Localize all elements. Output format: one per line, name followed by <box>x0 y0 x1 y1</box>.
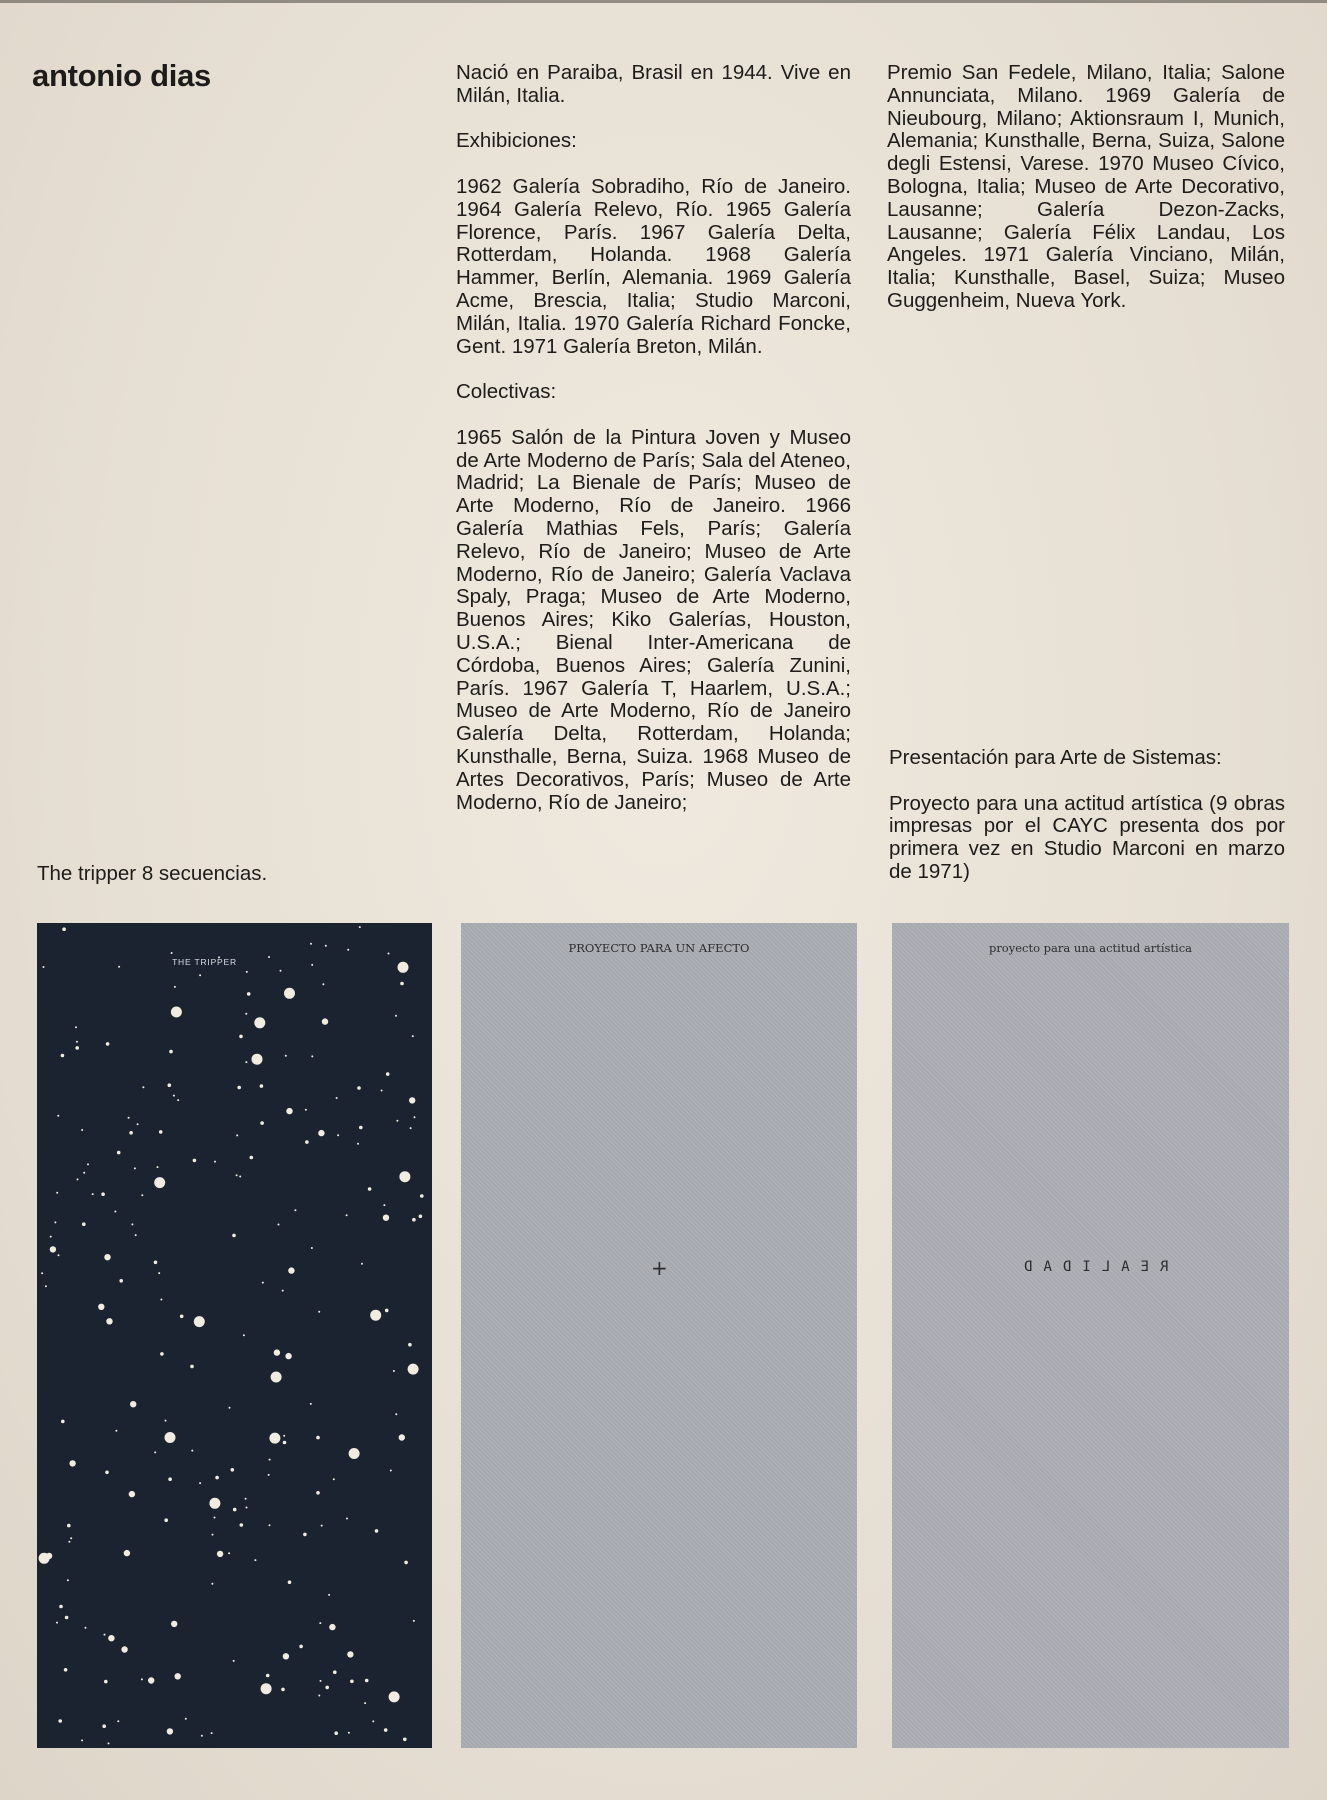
star <box>83 1172 85 1174</box>
star <box>260 1084 264 1088</box>
star <box>243 1334 245 1336</box>
star <box>104 1254 110 1260</box>
afecto-title: PROYECTO PARA UN AFECTO <box>568 941 750 955</box>
star <box>269 1433 280 1444</box>
star <box>160 1299 162 1301</box>
star <box>398 962 409 973</box>
star <box>381 1090 383 1092</box>
star <box>185 1718 187 1720</box>
star <box>240 1523 244 1527</box>
star <box>56 1622 58 1624</box>
star <box>357 1143 359 1145</box>
star <box>246 1507 248 1509</box>
star <box>239 1176 241 1178</box>
star <box>165 1432 176 1443</box>
star <box>61 1054 65 1058</box>
star <box>129 1491 135 1497</box>
star <box>410 1127 412 1129</box>
star <box>180 1315 184 1319</box>
star <box>58 1254 60 1256</box>
star <box>171 1621 177 1627</box>
star <box>245 1498 247 1500</box>
star <box>209 1498 220 1509</box>
star <box>115 1430 117 1432</box>
star <box>228 1552 230 1554</box>
star <box>375 1529 379 1533</box>
star <box>199 1482 201 1484</box>
star <box>412 1035 414 1037</box>
star <box>121 1646 127 1652</box>
star <box>311 1247 313 1249</box>
star <box>101 1192 105 1196</box>
star <box>325 945 327 947</box>
star <box>106 1042 110 1046</box>
star <box>282 1290 284 1292</box>
star <box>321 1525 323 1527</box>
star <box>212 1534 214 1536</box>
star <box>229 1407 231 1409</box>
star <box>69 1460 75 1466</box>
biography-column <box>456 62 851 814</box>
star <box>393 1370 395 1372</box>
star <box>81 1129 83 1131</box>
star <box>76 1041 78 1043</box>
star <box>283 1441 287 1445</box>
star <box>359 1126 363 1130</box>
star <box>350 1680 354 1684</box>
star <box>336 1097 338 1099</box>
star <box>286 1108 292 1114</box>
star <box>56 1192 58 1194</box>
star <box>239 1035 243 1039</box>
star <box>50 1246 56 1252</box>
star <box>68 1541 70 1543</box>
star <box>199 974 201 976</box>
star <box>404 1561 408 1565</box>
star <box>245 1013 247 1015</box>
star <box>328 1594 330 1596</box>
group-shows-continued-text: Premio San Fedele, Milano, Italia; Salone Annunciata, Milano. 1969 Galería de Nieubourg, Milano; Aktionsraum I, Munich, Alemania; Kunsthalle, Berna, Suiza, Salone degli Estensi, Varese. 1970 Museo Cívico, Bologna, Italia; Museo de Arte Decorativo, Lausanne; Galería Dezon-Zacks, Lausanne; Galería Félix Landau, Los Angeles. 1971 Galería Vinciano, Milán, Italia; Kunsthalle, Basel, Suiza; Museo Guggenheim, Nueva York. <box>887 61 1285 312</box>
star <box>333 1670 337 1674</box>
star <box>168 1083 172 1087</box>
presentation-block <box>889 747 1285 884</box>
star <box>58 1719 62 1723</box>
star <box>283 1653 289 1659</box>
star <box>403 1738 407 1742</box>
group-shows-continued-column <box>887 62 1285 313</box>
star <box>77 1178 79 1180</box>
star <box>154 1451 156 1453</box>
star <box>420 1194 424 1198</box>
star <box>159 1130 163 1134</box>
star <box>141 1678 143 1680</box>
star <box>250 1156 254 1160</box>
star <box>214 1161 216 1163</box>
star <box>320 1680 322 1682</box>
star <box>114 1211 116 1213</box>
star <box>396 1120 398 1122</box>
star <box>165 1420 167 1422</box>
star <box>129 1131 133 1135</box>
presentation-text: Proyecto para una actitud artística (9 obras impresas por el CAYC presenta dos por primera vez en Studio Marconi en marzo de 1971) <box>889 791 1285 883</box>
star <box>65 1616 69 1620</box>
star <box>134 1167 136 1169</box>
proyecto-afecto-panel <box>461 923 857 1748</box>
star <box>408 1364 419 1375</box>
star <box>310 943 312 945</box>
star <box>262 1282 264 1284</box>
star <box>365 1679 369 1683</box>
star <box>349 1448 360 1459</box>
star <box>70 1537 72 1539</box>
star <box>108 1635 114 1641</box>
star <box>310 1403 312 1405</box>
star <box>62 927 66 931</box>
star <box>160 1352 164 1356</box>
star <box>283 1435 285 1437</box>
star <box>385 1309 389 1313</box>
star <box>288 1267 294 1273</box>
star <box>357 1086 361 1090</box>
star <box>285 1055 287 1057</box>
star <box>318 1311 320 1313</box>
star <box>236 1174 238 1176</box>
top-rule <box>0 0 1327 3</box>
star <box>364 1702 366 1704</box>
star <box>106 1318 112 1324</box>
star <box>278 1224 280 1226</box>
star <box>252 1054 263 1065</box>
star <box>280 970 282 972</box>
star <box>167 1728 173 1734</box>
star <box>85 1627 87 1629</box>
star <box>390 1470 392 1472</box>
star <box>347 1651 353 1657</box>
star <box>305 1140 309 1144</box>
star <box>104 1680 108 1684</box>
star <box>158 1272 160 1274</box>
star <box>236 1134 238 1136</box>
star <box>412 1218 416 1222</box>
star <box>395 1015 397 1017</box>
star <box>137 1123 139 1125</box>
star <box>201 1735 203 1737</box>
star <box>169 1050 173 1054</box>
star <box>329 1624 335 1630</box>
star <box>333 1478 335 1480</box>
star <box>268 1474 270 1476</box>
star <box>157 1166 159 1168</box>
star <box>288 1580 292 1584</box>
star <box>148 1677 154 1683</box>
star <box>246 971 248 973</box>
star <box>419 1215 423 1219</box>
star <box>413 1620 415 1622</box>
star <box>299 1645 303 1649</box>
star <box>211 1583 213 1585</box>
star <box>190 1365 194 1369</box>
exhibitions-heading: Exhibiciones: <box>456 129 577 153</box>
star <box>173 1095 175 1097</box>
star <box>217 1551 223 1557</box>
star <box>386 1072 390 1076</box>
star <box>194 1316 205 1327</box>
star <box>67 1579 69 1581</box>
star <box>285 1353 291 1359</box>
star <box>266 1674 270 1678</box>
tripper-caption: The tripper 8 secuencias. <box>37 862 268 885</box>
star <box>131 1223 133 1225</box>
star <box>119 1279 123 1283</box>
star <box>316 1491 320 1495</box>
star <box>347 949 349 951</box>
star <box>334 1731 338 1735</box>
star <box>177 1099 179 1101</box>
realidad-wrap <box>892 1258 1289 1276</box>
star <box>254 1017 265 1028</box>
star <box>346 1214 348 1216</box>
star <box>117 1720 119 1722</box>
star <box>359 926 361 928</box>
group-shows-text: 1965 Salón de la Pintura Joven y Museo de Arte Moderno de París; Sala del Ateneo, Madrid; La Bienale de París; Museo de Arte Moderno, Río de Janeiro. 1966 Galería Mathias Fels, París; Galería Relevo, Río de Janeiro; Museo de Arte Moderno, Río de Janeiro; Galería Vaclava Spaly, Praga; Museo de Arte Moderno, Buenos Aires; Kiko Galerías, Houston, U.S.A.; Bienal Inter-Americana de Córdoba, Buenos Aires; Galería Zunini, París. 1967 Galería T, Haarlem, U.S.A.; Museo de Arte Moderno, Río de Janeiro Galería Delta, Rotterdam, Holanda; Kunsthalle, Berna, Suiza. 1968 Museo de Artes Decorativos, París; Museo de Arte Moderno, Río de Janeiro; <box>456 425 851 814</box>
star <box>191 1450 193 1452</box>
star <box>400 982 404 986</box>
actitud-title: proyecto para una actitud artística <box>988 941 1193 955</box>
star <box>81 1739 83 1741</box>
star <box>254 1559 256 1561</box>
star <box>154 1177 165 1188</box>
star <box>409 1097 415 1103</box>
star <box>384 1728 388 1732</box>
star <box>171 952 173 954</box>
star <box>45 1285 47 1287</box>
afecto-plus-mark: + <box>651 1256 668 1280</box>
starfield <box>37 923 432 1748</box>
star <box>261 1683 272 1694</box>
star <box>316 1436 320 1440</box>
star <box>168 1477 172 1481</box>
star <box>171 1007 182 1018</box>
star <box>361 1263 363 1265</box>
star <box>92 1193 94 1195</box>
star <box>247 992 251 996</box>
star <box>269 1524 271 1526</box>
star <box>395 1413 397 1415</box>
star <box>383 1204 385 1206</box>
star <box>269 1459 271 1461</box>
star <box>174 986 176 988</box>
star <box>130 1401 136 1407</box>
star <box>57 1115 59 1117</box>
presentation-heading: Presentación para Arte de Sistemas: <box>889 746 1222 769</box>
star <box>193 1159 197 1163</box>
star <box>98 1304 104 1310</box>
realidad-mirrored-text: REALIDAD <box>1012 1259 1169 1275</box>
star <box>233 1508 237 1512</box>
star <box>318 1695 320 1697</box>
star <box>399 1171 410 1182</box>
star <box>75 1026 77 1028</box>
star <box>64 1668 68 1672</box>
star <box>399 1434 405 1440</box>
star <box>303 1533 307 1537</box>
star <box>322 983 324 985</box>
star <box>414 1116 416 1118</box>
star <box>311 1055 313 1057</box>
star <box>322 1018 328 1024</box>
star <box>41 1272 43 1274</box>
star <box>284 988 295 999</box>
star <box>154 1261 158 1265</box>
star <box>39 1553 50 1564</box>
star <box>325 1686 329 1690</box>
star <box>215 1476 219 1480</box>
star <box>389 1691 400 1702</box>
star <box>105 1471 109 1475</box>
star <box>294 1209 296 1211</box>
star <box>142 1086 144 1088</box>
star <box>319 1622 321 1624</box>
star <box>368 1187 372 1191</box>
star <box>318 1130 324 1136</box>
exhibitions-text: 1962 Galería Sobradiho, Río de Janeiro. 1964 Galería Relevo, Río. 1965 Galería Florence, París. 1967 Galería Delta, Rotterdam, Holanda. 1968 Galería Hammer, Berlín, Alemania. 1969 Galería Acme, Brescia, Italia; Studio Marconi, Milán, Italia. 1970 Galería Richard Foncke, Gent. 1971 Galería Breton, Milán. <box>456 174 851 358</box>
star <box>61 1420 65 1424</box>
star <box>337 1134 339 1136</box>
star <box>102 1724 106 1728</box>
star <box>211 1732 213 1734</box>
star <box>54 1221 56 1223</box>
star <box>67 1524 71 1528</box>
star <box>164 1518 168 1522</box>
star <box>108 1742 110 1744</box>
star <box>372 1720 374 1722</box>
star <box>233 1660 235 1662</box>
group-shows-heading: Colectivas: <box>456 380 557 404</box>
star <box>175 1673 181 1679</box>
star <box>135 1234 137 1236</box>
star <box>274 1349 280 1355</box>
star <box>408 1343 412 1347</box>
star <box>141 1194 143 1196</box>
star <box>117 1151 121 1155</box>
star <box>231 1468 235 1472</box>
star <box>245 1061 247 1063</box>
tripper-title: THE TRIPPER <box>172 957 237 967</box>
star <box>214 1517 216 1519</box>
star <box>104 1634 106 1636</box>
star <box>281 1688 285 1692</box>
star <box>50 1236 52 1238</box>
star <box>346 1518 348 1520</box>
star <box>59 1605 63 1609</box>
star <box>232 1234 236 1238</box>
star <box>260 1121 264 1125</box>
the-tripper-panel <box>37 923 432 1748</box>
star <box>383 1215 389 1221</box>
birth-text: Nació en Paraiba, Brasil en 1944. Vive en Milán, Italia. <box>456 61 851 107</box>
star <box>124 1550 130 1556</box>
star <box>75 1046 79 1050</box>
star <box>348 1732 350 1734</box>
star <box>87 1163 89 1165</box>
star <box>271 1372 282 1383</box>
star <box>305 1109 307 1111</box>
star <box>388 953 390 955</box>
proyecto-actitud-panel <box>892 923 1289 1748</box>
star <box>370 1310 381 1321</box>
star <box>237 1086 241 1090</box>
star <box>82 1222 86 1226</box>
star <box>128 1117 130 1119</box>
artist-name: antonio dias <box>32 58 211 93</box>
